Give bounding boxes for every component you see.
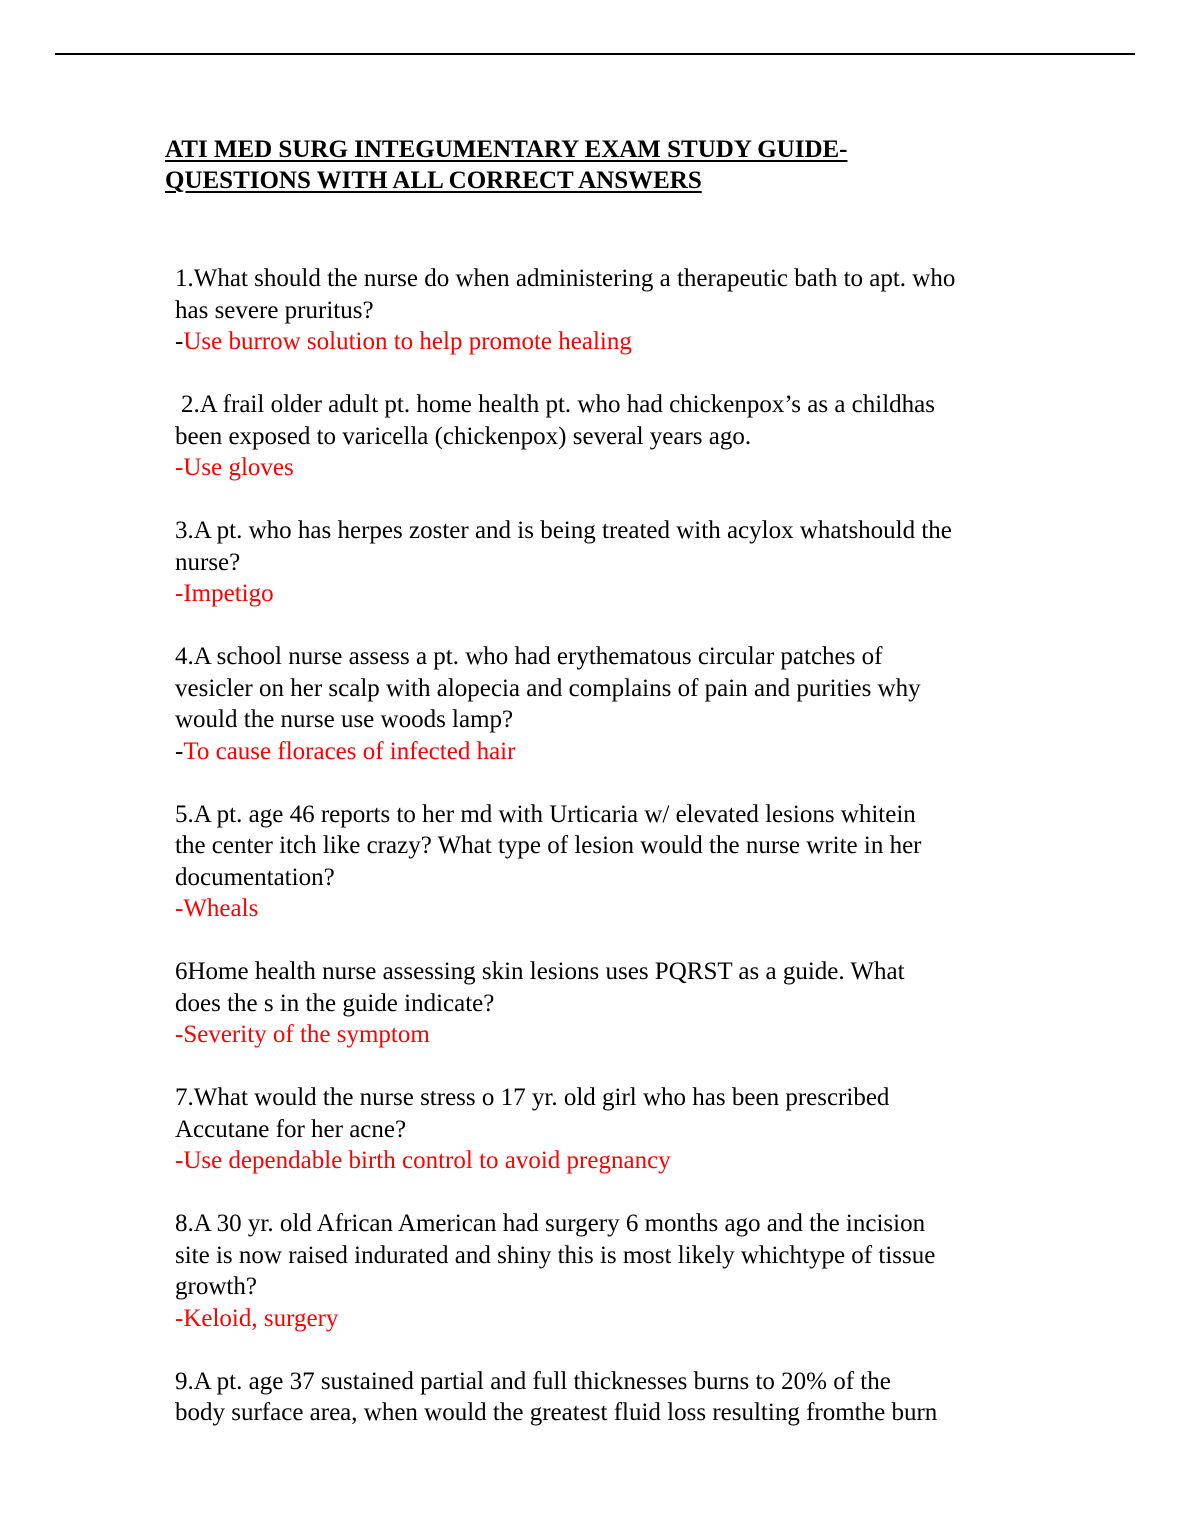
answer-dash: - <box>175 1021 184 1048</box>
document-title <box>165 134 1065 196</box>
answer-dash: - <box>175 328 184 355</box>
question-line: 7.What would the nurse stress o 17 yr. old girl who has been prescribed <box>175 1084 890 1111</box>
answer-dash: - <box>175 1147 184 1174</box>
answer <box>175 893 1055 925</box>
question-item-2 <box>175 389 1055 484</box>
answer <box>175 578 1055 610</box>
question-line: has severe pruritus? <box>175 296 374 324</box>
answer-text: Use burrow solution to help promote healing <box>183 328 632 355</box>
question-item-4 <box>175 641 1055 767</box>
question-item-8 <box>175 1208 1055 1334</box>
question-line: 8.A 30 yr. old African American had surgery 6 months ago and the incision <box>175 1210 926 1237</box>
question-item-3 <box>175 515 1055 610</box>
title-line-1: ATI MED SURG INTEGUMENTARY EXAM STUDY GUIDE- <box>165 136 848 163</box>
answer <box>175 1303 1055 1335</box>
question-item-7 <box>175 1082 1055 1177</box>
question-item-9 <box>175 1366 1055 1429</box>
question-line: would the nurse use woods lamp? <box>175 706 514 733</box>
answer-text: Severity of the symptom <box>183 1021 430 1048</box>
question-line: the center itch like crazy? What type of lesion would the nurse write in her <box>175 832 922 859</box>
answer-text: Use dependable birth control to avoid pregnancy <box>183 1147 671 1174</box>
answer <box>175 736 1055 768</box>
question-line: 2.A frail older adult pt. home health pt. who had chickenpox’s as a childhas <box>181 391 935 418</box>
question-line: Accutane for her acne? <box>175 1115 407 1143</box>
question-line: vesicler on her scalp with alopecia and complains of pain and purities why <box>175 674 921 702</box>
answer <box>175 452 1055 484</box>
question-line: 3.A pt. who has herpes zoster and is being treated with acylox whatshould the <box>175 517 952 544</box>
question-line: site is now raised indurated and shiny this is most likely whichtype of tissue <box>175 1241 936 1269</box>
title-line-2: QUESTIONS WITH ALL CORRECT ANSWERS <box>165 167 702 194</box>
answer <box>175 326 1055 358</box>
answer-dash: - <box>175 1304 184 1332</box>
question-line: 1.What should the nurse do when administering a therapeutic bath to apt. who <box>175 265 956 292</box>
question-line: 5.A pt. age 46 reports to her md with Urticaria w/ elevated lesions whitein <box>175 800 916 828</box>
header-rule <box>55 53 1135 55</box>
answer-dash: - <box>175 454 184 481</box>
question-line: documentation? <box>175 863 335 891</box>
answer-dash: - <box>175 895 184 922</box>
question-line: 9.A pt. age 37 sustained partial and full thicknesses burns to 20% of the <box>175 1367 891 1395</box>
question-line: body surface area, when would the greatest fluid loss resulting fromthe burn <box>175 1399 938 1426</box>
answer-text: Use gloves <box>183 454 294 481</box>
answer-dash: - <box>175 580 184 607</box>
answer-text: Keloid, surgery <box>183 1304 339 1332</box>
question-line: been exposed to varicella (chickenpox) several years ago. <box>175 422 752 450</box>
answer-dash: - <box>175 737 184 765</box>
question-list <box>175 263 1055 1460</box>
question-line: growth? <box>175 1273 257 1300</box>
question-line: 6Home health nurse assessing skin lesions uses PQRST as a guide. What <box>175 958 905 985</box>
answer-text: Impetigo <box>183 580 274 607</box>
answer <box>175 1145 1055 1177</box>
question-item-5 <box>175 799 1055 925</box>
answer-text: Wheals <box>183 895 259 922</box>
question-item-1 <box>175 263 1055 358</box>
question-item-6 <box>175 956 1055 1051</box>
question-line: does the s in the guide indicate? <box>175 989 495 1017</box>
answer-text: To cause floraces of infected hair <box>183 737 516 765</box>
question-line: 4.A school nurse assess a pt. who had erythematous circular patches of <box>175 643 883 670</box>
answer <box>175 1019 1055 1051</box>
question-line: nurse? <box>175 548 241 576</box>
